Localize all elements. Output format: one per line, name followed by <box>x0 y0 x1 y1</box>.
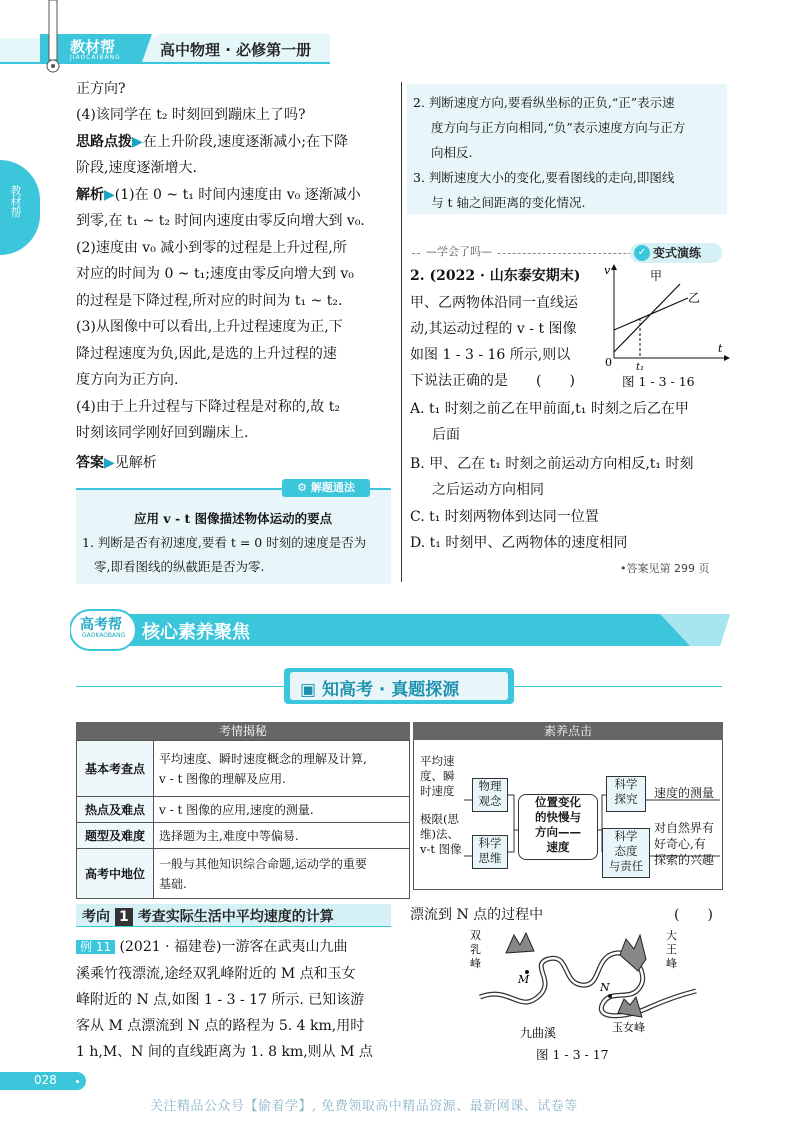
line-a-label: 甲 <box>650 269 663 283</box>
n-label: N <box>600 981 610 994</box>
option-b-cont: 之后运动方向相同 <box>432 482 544 498</box>
tip-line-2: 度方向与正方向相同,“负”表示速度方向与正方 <box>431 120 686 135</box>
option-a: A. t₁ 时刻之前乙在甲前面,t₁ 时刻之后乙在甲 <box>410 401 689 417</box>
option-d: D. t₁ 时刻甲、乙两物体的速度相同 <box>410 535 628 551</box>
t1-label: t₁ <box>636 362 645 372</box>
concept-right-top: 速度的测量 <box>654 786 715 800</box>
problem-line-1: 2. (2022 · 山东泰安期末) <box>410 268 581 284</box>
line-b-label: 乙 <box>688 291 701 305</box>
v-label: v <box>604 264 611 277</box>
row-label: 热点及难点 <box>77 797 154 823</box>
example-line-4: 客从 M 点漂流到 N 点的路程为 5. 4 km,用时 <box>76 1018 365 1034</box>
side-tab-label: 教材帮 <box>9 185 22 218</box>
tip-line-5: 与 t 轴之间距离的变化情况. <box>431 195 586 210</box>
book-icon: ▣ <box>300 680 317 700</box>
peak-left-char-1: 双 <box>470 929 481 942</box>
vt-graph <box>600 262 730 372</box>
option-a-cont: 后面 <box>432 427 460 443</box>
section-badge: 高考帮 <box>80 617 122 633</box>
arrow-icon: ▶ <box>104 455 115 471</box>
practice-label: 变式演练 <box>653 246 702 260</box>
exam-left-header: 考情揭秘 <box>76 722 410 740</box>
problem-line-2: 甲、乙两物体沿同一直线运 <box>410 295 578 311</box>
row-value: 一般与其他知识综合命题,运动学的重要 基础. <box>154 849 410 899</box>
method-line-2: 零,即看图线的纵截距是否为零. <box>94 559 265 574</box>
hint-label: 思路点拨 <box>76 134 132 150</box>
left-line-8: 对应的时间为 0 ~ t₁;速度由零反向增大到 v₀ <box>76 266 354 282</box>
graph-caption: 图 1 - 3 - 16 <box>622 374 695 389</box>
example-line-2: 溪乘竹筏漂流,途经双乳峰附近的 M 点和玉女 <box>76 966 356 982</box>
method-title: 应用 v - t 图像描述物体运动的要点 <box>134 511 333 526</box>
topic-heading <box>82 906 334 926</box>
peak-right-char-2: 王 <box>666 943 677 956</box>
problem-line-5: 下说法正确的是 ( ) <box>410 373 575 389</box>
practice-tag <box>630 243 722 263</box>
arrow-icon: ▶ <box>132 134 143 150</box>
check-icon: ✓ <box>634 245 650 261</box>
dawang-peak-icon <box>620 935 646 971</box>
table-row <box>77 823 410 849</box>
concept-left-top: 平均速 度、瞬 时速度 <box>420 754 455 798</box>
example-line-5: 1 h,M、N 间的直线距离为 1. 8 km,则从 M 点 <box>76 1044 373 1060</box>
concept-right-bottom: 对自然界有 好奇心,有 探索的兴趣 <box>654 821 715 867</box>
answer-paragraph <box>76 452 157 475</box>
box-thinking: 科学 思维 <box>472 835 508 869</box>
peak-right-char-3: 峰 <box>666 957 677 970</box>
example-line-3: 峰附近的 N 点,如图 1 - 3 - 17 所示. 已知该游 <box>76 992 365 1008</box>
table-row <box>77 741 410 797</box>
subtitle-text: 知高考 · 真题探源 <box>321 680 460 700</box>
hint-text: 在上升阶段,速度逐渐减小;在下降 <box>142 134 348 150</box>
gear-icon: ⚙ <box>297 481 308 494</box>
method-line-1: 1. 判断是否有初速度,要看 t = 0 时刻的速度是否为 <box>82 535 367 550</box>
left-line-6: 到零,在 t₁ ~ t₂ 时间内速度由零反向增大到 v₀. <box>76 213 365 229</box>
jade-peak-label: 玉女峰 <box>612 1021 645 1034</box>
box-attitude: 科学 态度 与责任 <box>602 828 650 878</box>
exam-right-header: 素养点击 <box>413 722 723 740</box>
header-brand: 教材帮 <box>70 38 116 56</box>
page-number: 028 <box>34 1073 57 1087</box>
left-line-4: 阶段,速度逐渐增大. <box>76 160 197 176</box>
arrow-icon: ▶ <box>104 187 115 203</box>
hint-paragraph <box>76 131 348 154</box>
answer-label: 答案 <box>76 455 104 471</box>
problem-line-4: 如图 1 - 3 - 16 所示,则以 <box>410 347 571 363</box>
problem-line-3: 动,其运动过程的 v - t 图像 <box>410 321 577 337</box>
section-badge-sub: GAOKAOBANG <box>82 632 126 639</box>
peak-left-char-3: 峰 <box>470 957 481 970</box>
subtitle <box>300 675 459 700</box>
answer-ref: •答案见第 299 页 <box>620 562 710 575</box>
peak-left-char-2: 乳 <box>470 943 481 956</box>
learn-label: —学会了吗— <box>422 243 496 259</box>
peak-right-char-1: 大 <box>666 929 677 942</box>
line-yi <box>614 298 688 330</box>
option-c: C. t₁ 时刻两物体到达同一位置 <box>410 509 599 525</box>
left-line-11: 降过程速度为负,因此,是选的上升过程的速 <box>76 346 337 362</box>
watermark: 关注精品公众号【偷着学】, 免费领取高中精品资源、最新网课、试卷等 <box>150 1099 578 1114</box>
left-line-7: (2)速度由 v₀ 减小到零的过程是上升过程,所 <box>76 240 347 256</box>
row-value: 选择题为主,难度中等偏易. <box>154 823 410 849</box>
concept-map <box>413 740 723 890</box>
answer-text: 见解析 <box>114 455 157 471</box>
yunv-peak-icon <box>618 997 642 1017</box>
left-line-14: 时刻该同学刚好回到蹦床上. <box>76 425 249 441</box>
box-center: 位置变化 的快慢与 方向—— 速度 <box>518 794 598 860</box>
m-label: M <box>518 973 530 986</box>
left-line-1: 正方向? <box>76 81 126 97</box>
row-label: 基本考查点 <box>77 741 154 797</box>
left-line-12: 度方向为正方向. <box>76 372 179 388</box>
n-point <box>608 994 612 998</box>
example-bracket: ( ) <box>674 907 713 923</box>
example-right-line: 漂流到 N 点的过程中 <box>410 907 544 923</box>
line-jia <box>614 284 680 352</box>
topic-number: 1 <box>115 908 133 926</box>
method-tag <box>282 479 370 497</box>
analysis-paragraph <box>76 184 361 207</box>
left-line-10: (3)从图像中可以看出,上升过程速度为正,下 <box>76 319 343 335</box>
river-label: 九曲溪 <box>520 1026 557 1040</box>
example-text-1: (2021 · 福建卷)一游客在武夷山九曲 <box>119 939 348 955</box>
option-b: B. 甲、乙在 t₁ 时刻之前运动方向相反,t₁ 时刻 <box>410 456 694 472</box>
method-tag-label: 解题通法 <box>310 481 355 494</box>
box-physics: 物理 观念 <box>472 778 508 812</box>
header-title: 高中物理 · 必修第一册 <box>160 41 312 59</box>
map-caption: 图 1 - 3 - 17 <box>536 1047 609 1062</box>
section-title: 核心素养聚焦 <box>142 622 250 643</box>
analysis-text: (1)在 0 ~ t₁ 时间内速度由 v₀ 逐渐减小 <box>114 187 361 203</box>
column-divider <box>401 82 402 582</box>
pencil-icon <box>40 0 70 80</box>
concept-left-bottom: 极限(思 维)法、 v-t 图像 <box>420 812 462 856</box>
exam-table <box>76 740 410 899</box>
left-line-9: 的过程是下降过程,所对应的时间为 t₁ ~ t₂. <box>76 293 343 309</box>
tip-line-4: 3. 判断速度大小的变化,要看图线的走向,即图线 <box>413 170 675 185</box>
tip-line-3: 向相反. <box>431 145 473 160</box>
tip-line-1: 2. 判断速度方向,要看纵坐标的正负,“正”表示速 <box>413 95 675 110</box>
header-brand-sub: JIAOCAIBANG <box>70 54 121 61</box>
row-value: 平均速度、瞬时速度概念的理解及计算, v - t 图像的理解及应用. <box>154 741 410 797</box>
left-line-13: (4)由于上升过程与下降过程是对称的,故 t₂ <box>76 399 340 415</box>
t-label: t <box>718 342 723 355</box>
topic-prefix: 考向 <box>82 909 110 925</box>
row-label: 题型及难度 <box>77 823 154 849</box>
river-map <box>470 925 700 1045</box>
row-label: 高考中地位 <box>77 849 154 899</box>
example-label: 例 11 <box>76 940 115 954</box>
row-value: v - t 图像的应用,速度的测量. <box>154 797 410 823</box>
topic-title: 考查实际生活中平均速度的计算 <box>137 909 334 925</box>
left-line-2: (4)该同学在 t₂ 时刻回到蹦床上了吗? <box>76 107 306 123</box>
table-row <box>77 849 410 899</box>
origin-label: 0 <box>605 356 612 369</box>
shuangru-peak-icon <box>506 933 534 953</box>
analysis-label: 解析 <box>76 187 104 203</box>
table-row <box>77 797 410 823</box>
example-line-1 <box>76 936 347 959</box>
box-inquiry: 科学 探究 <box>606 776 646 812</box>
page-dot <box>76 1080 79 1083</box>
